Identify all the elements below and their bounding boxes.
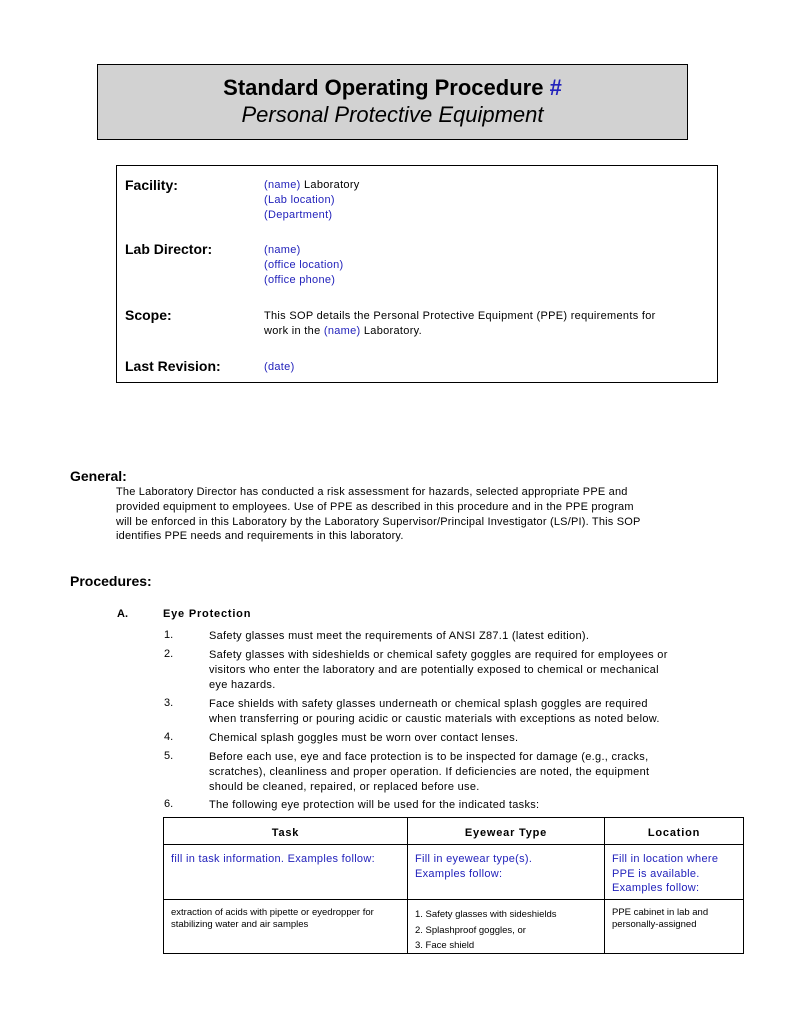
cell-line: Examples follow:: [415, 867, 503, 880]
general-line: The Laboratory Director has conducted a risk assessment for hazards, selected appropriate PPE and: [116, 486, 628, 498]
document-title-text: Standard Operating Procedure: [223, 75, 544, 100]
list-item-line: visitors who enter the laboratory and are potentially exposed to chemical or mechanical: [209, 664, 659, 677]
cell-line: PPE cabinet in lab and: [612, 907, 709, 918]
scope-text: [264, 309, 656, 339]
facility-location-placeholder: (Lab location): [264, 194, 335, 206]
table-header-eyewear-type: Eyewear Type: [464, 827, 548, 839]
table-row-divider: [164, 844, 743, 845]
scope-line-1: This SOP details the Personal Protective Equipment (PPE) requirements for: [264, 310, 656, 322]
cell-line: stabilizing water and air samples: [171, 919, 309, 930]
list-item-line: Chemical splash goggles must be worn over contact lenses.: [209, 732, 519, 744]
general-line: will be enforced in this Laboratory by the Laboratory Supervisor/Principal Investigator (LS/PI). This SOP: [116, 515, 641, 528]
document-subtitle: Personal Protective Equipment: [241, 102, 544, 127]
cell-line: extraction of acids with pipette or eyedropper for: [171, 907, 374, 918]
list-item-line: Face shields with safety glasses underneath or chemical splash goggles are required: [209, 698, 648, 710]
sop-number-placeholder: #: [549, 75, 562, 100]
director-name-placeholder: (name): [264, 244, 301, 256]
title-banner: [97, 64, 688, 140]
lab-director-label: Lab Director:: [125, 241, 213, 257]
list-item-number: 3.: [164, 697, 174, 709]
director-office-placeholder: (office location): [264, 259, 344, 271]
general-line: identifies PPE needs and requirements in this laboratory.: [116, 530, 404, 543]
facility-name-placeholder: (name): [264, 179, 301, 191]
list-item-line: scratches), cleanliness and proper operation. If deficiencies are noted, the equipment: [209, 766, 650, 779]
list-item-line: Safety glasses must meet the requirements of ANSI Z87.1 (latest edition).: [209, 630, 590, 642]
cell-line: Examples follow:: [612, 882, 700, 895]
list-item-text: [209, 629, 729, 644]
procedures-heading: Procedures:: [70, 573, 152, 589]
cell-line: 1. Safety glasses with sideshields: [415, 909, 557, 920]
facility-label: Facility:: [125, 177, 178, 193]
info-box: [116, 165, 718, 383]
scope-lab-name-placeholder: (name): [323, 325, 361, 337]
general-line: provided equipment to employees. Use of PPE as described in this procedure and in the PPE program: [116, 500, 634, 513]
general-paragraph: [116, 485, 716, 544]
table-row-divider: [164, 899, 743, 900]
list-item-number: 6.: [164, 798, 174, 810]
cell-line: personally-assigned: [612, 919, 697, 930]
eye-protection-table: [163, 817, 744, 954]
eye-protection-heading: Eye Protection: [163, 608, 252, 620]
scope-line-2-prefix: work in the: [264, 325, 324, 337]
list-item-line: Before each use, eye and face protection is to be inspected for damage (e.g., cracks,: [209, 751, 649, 763]
table-header-location: Location: [647, 827, 701, 839]
director-phone-placeholder: (office phone): [264, 274, 336, 286]
facility-name-suffix: Laboratory: [300, 179, 360, 191]
document-title: [98, 75, 687, 101]
table-header-task: Task: [271, 827, 300, 839]
list-item-line: The following eye protection will be used for the indicated tasks:: [209, 799, 540, 811]
list-item-number: 5.: [164, 750, 174, 762]
cell-line: PPE is available.: [612, 867, 700, 880]
list-item-line: Safety glasses with sideshields or chemical safety goggles are required for employees or: [209, 649, 668, 661]
list-item-number: 2.: [164, 648, 174, 660]
scope-label: Scope:: [125, 307, 172, 323]
example-eyewear-cell: [415, 907, 557, 954]
cell-line: Fill in location where: [612, 853, 719, 865]
placeholder-task-cell: [171, 852, 375, 867]
list-item-number: 1.: [164, 629, 174, 641]
list-item-text: [209, 798, 729, 813]
list-item-text: [209, 648, 729, 694]
cell-line: fill in task information. Examples follow:: [171, 853, 375, 865]
cell-line: Fill in eyewear type(s).: [415, 853, 533, 865]
list-item-text: [209, 697, 729, 727]
list-item-line: when transferring or pouring acidic or caustic materials with exceptions as noted below.: [209, 713, 660, 726]
cell-line: 2. Splashproof goggles, or: [415, 924, 526, 936]
example-location-cell: [612, 907, 708, 931]
scope-line-2-suffix: Laboratory.: [360, 325, 422, 337]
lab-director-values: [264, 243, 344, 288]
list-item-text: [209, 731, 729, 746]
section-letter: A.: [117, 608, 128, 620]
general-heading: General:: [70, 468, 127, 484]
facility-values: [264, 178, 360, 223]
last-revision-label: Last Revision:: [125, 358, 221, 374]
cell-line: 3. Face shield: [415, 940, 475, 951]
facility-department-placeholder: (Department): [264, 209, 333, 221]
example-task-cell: [171, 907, 374, 931]
placeholder-location-cell: [612, 852, 718, 896]
list-item-line: eye hazards.: [209, 679, 276, 692]
placeholder-eyewear-cell: [415, 852, 532, 881]
revision-date-placeholder: (date): [264, 361, 295, 373]
list-item-number: 4.: [164, 731, 174, 743]
list-item-line: should be cleaned, repaired, or replaced before use.: [209, 781, 480, 794]
list-item-text: [209, 750, 729, 796]
